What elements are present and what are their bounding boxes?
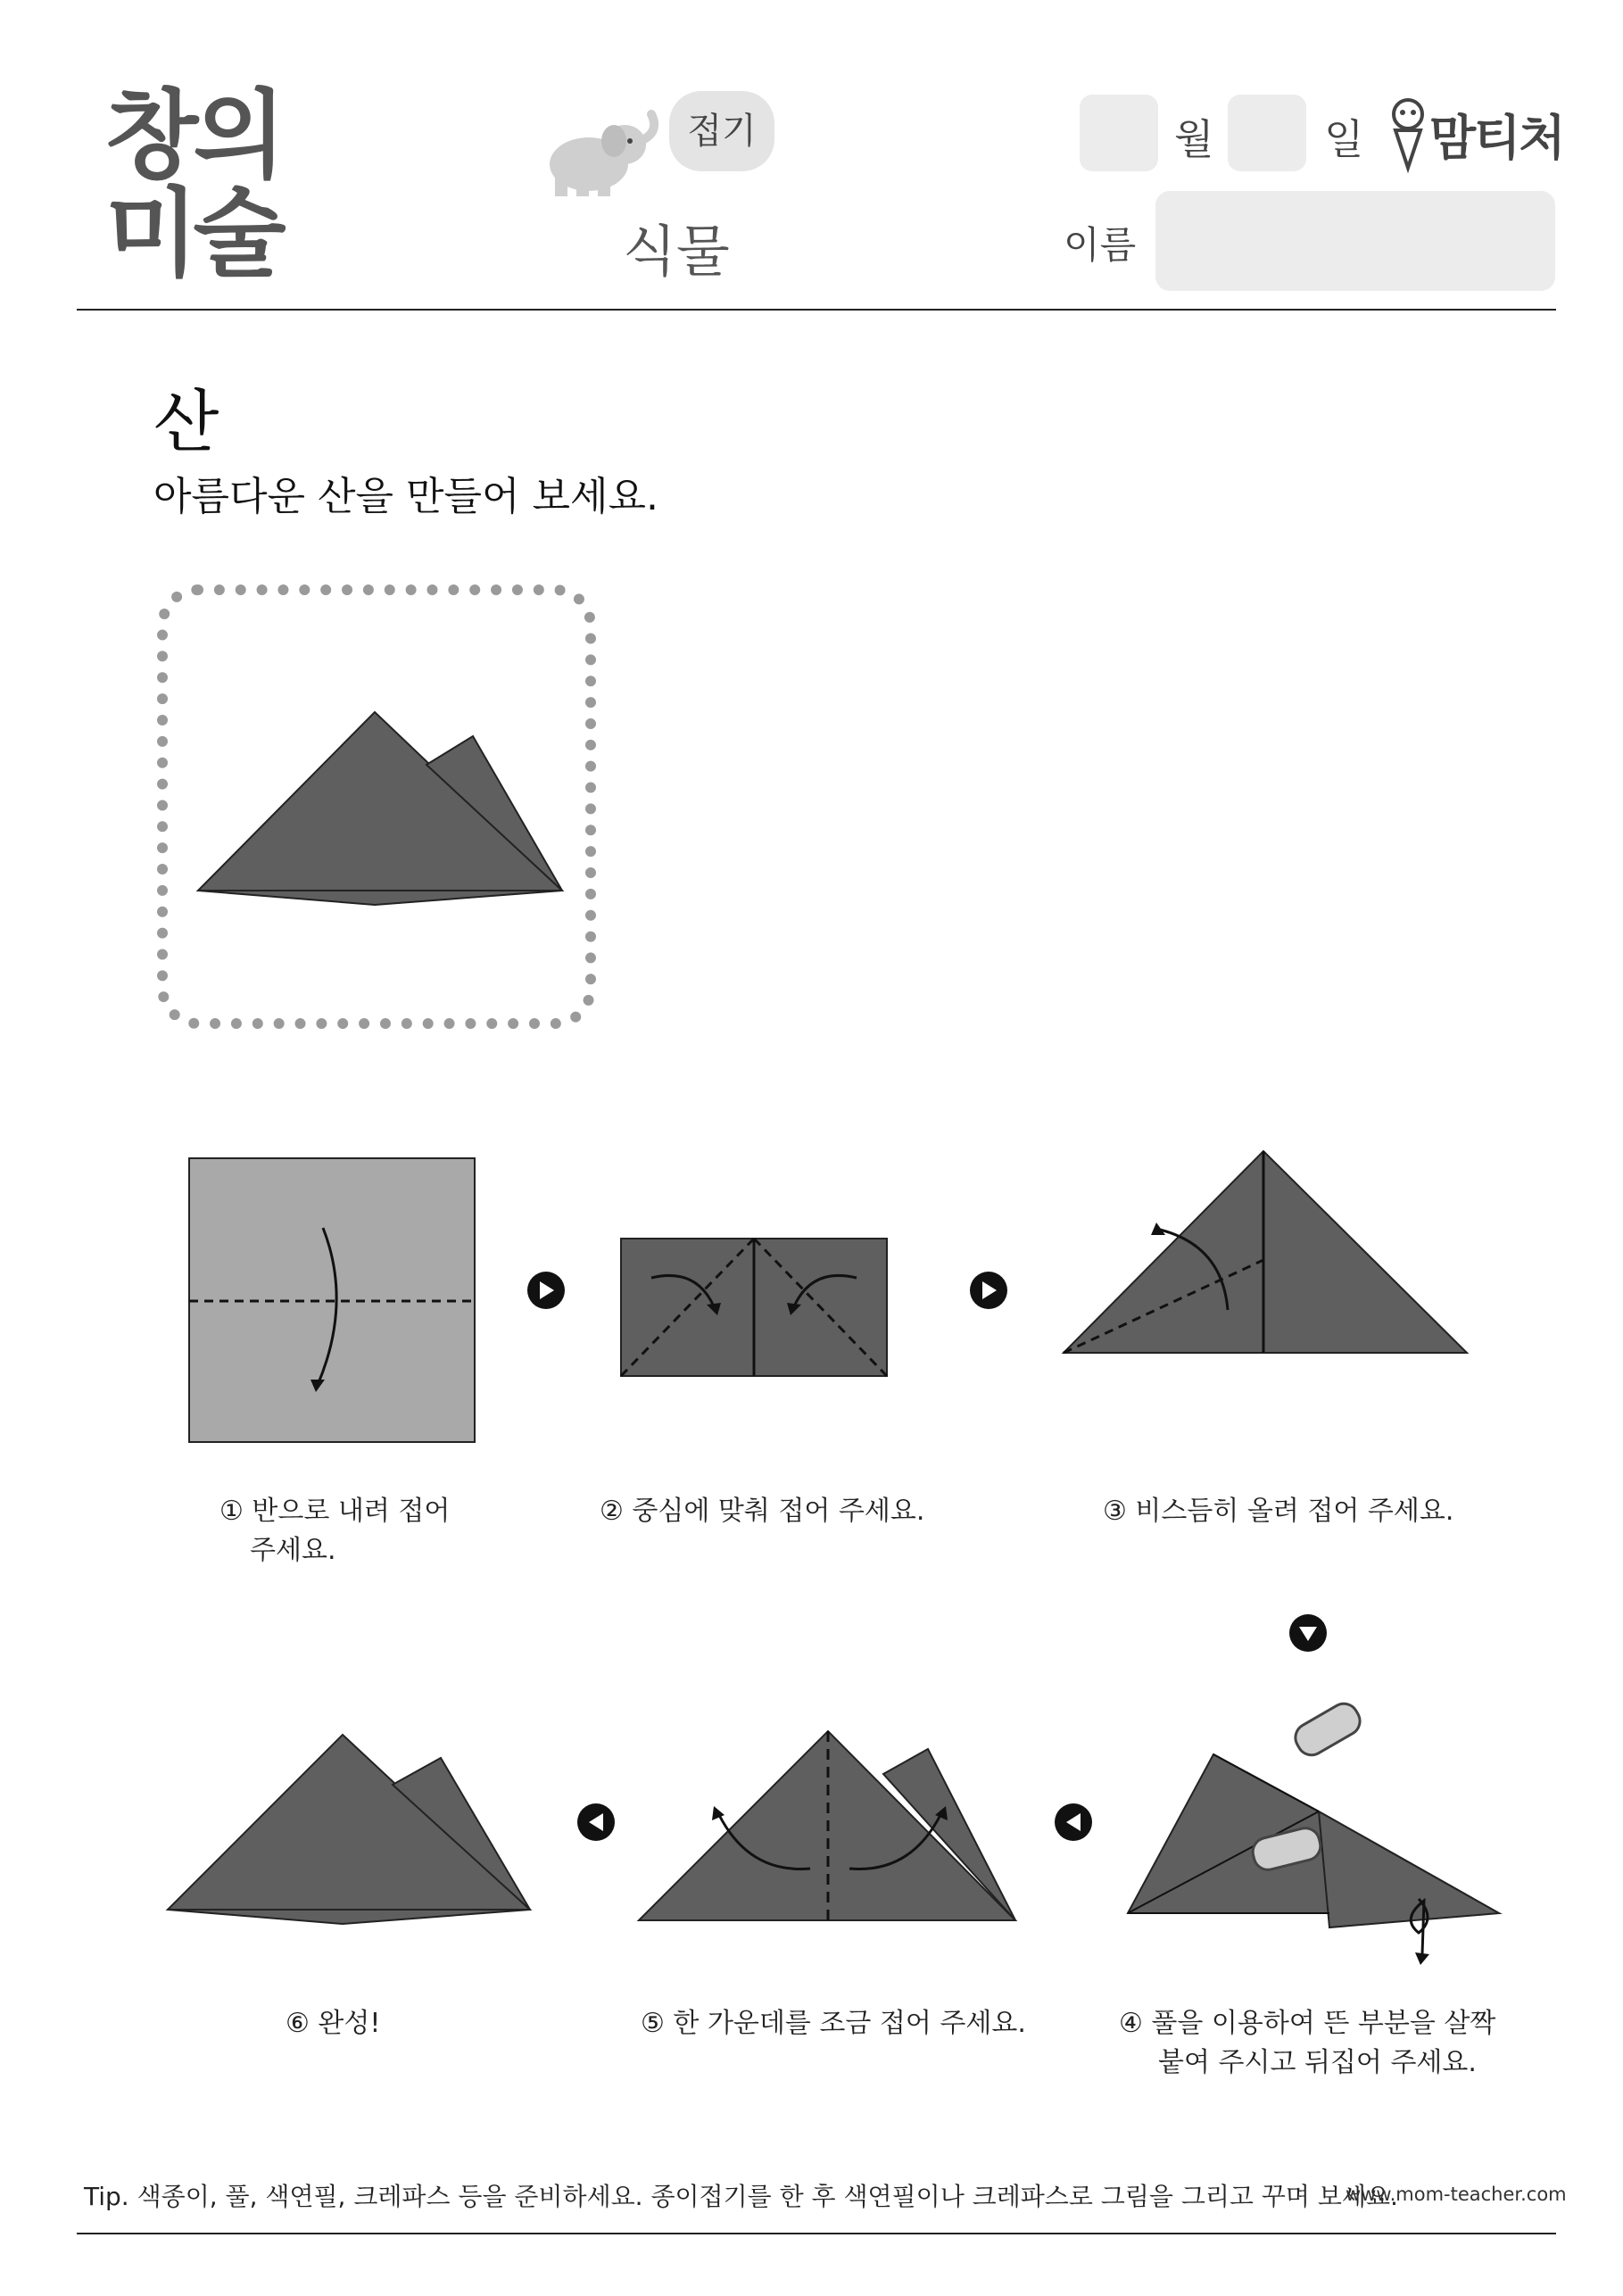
step4-diagram <box>1128 1698 1499 1965</box>
step6-caption: ⑥ 완성! <box>286 2008 381 2039</box>
day-label: 일 <box>1324 115 1364 163</box>
step3-diagram <box>1064 1151 1467 1353</box>
month-label: 월 <box>1174 115 1214 163</box>
arrow-down-icon <box>1289 1614 1327 1652</box>
subtitle: 식물 <box>623 219 730 284</box>
name-label: 이름 <box>1064 223 1137 267</box>
logo-line2: 미술 <box>105 178 281 290</box>
step3-caption: ③ 비스듬히 올려 접어 주세요. <box>1103 1496 1454 1527</box>
arrow-right-icon-2 <box>970 1272 1007 1309</box>
finished-mountain-illustration <box>198 712 562 905</box>
step5-diagram <box>639 1731 1015 1920</box>
footer-divider <box>77 2233 1556 2234</box>
website-link[interactable]: www.mom-teacher.com <box>1346 2184 1567 2205</box>
arrow-left-icon-2 <box>577 1803 615 1841</box>
brand-logo: 맘티처 <box>1429 110 1564 166</box>
step6-diagram <box>168 1735 530 1924</box>
step1-caption: ① 반으로 내려 접어 주세요. <box>219 1496 451 1566</box>
step4-caption: ④ 풀을 이용하여 뜬 부분을 살짝 붙여 주시고 뒤집어 주세요. <box>1119 2008 1496 2078</box>
instruction-text: 아름다운 산을 만들어 보세요. <box>153 474 658 519</box>
step2-caption: ② 중심에 맞춰 접어 주세요. <box>600 1496 925 1527</box>
step2-diagram <box>621 1239 887 1376</box>
step5-caption: ⑤ 한 가운데를 조금 접어 주세요. <box>641 2008 1026 2039</box>
step1-diagram <box>189 1158 475 1442</box>
arrow-left-icon-1 <box>1055 1803 1092 1841</box>
topic-bubble: 접기 <box>669 91 774 171</box>
arrow-right-icon-1 <box>527 1272 565 1309</box>
page-title: 산 <box>153 382 219 461</box>
tip-text: Tip. 색종이, 풀, 색연필, 크레파스 등을 준비하세요. 종이접기를 한 후 색연필이나 크레파스로 그림을 그리고 꾸며 보세요. <box>84 2182 1398 2211</box>
logo-line1: 창의 <box>105 80 281 192</box>
